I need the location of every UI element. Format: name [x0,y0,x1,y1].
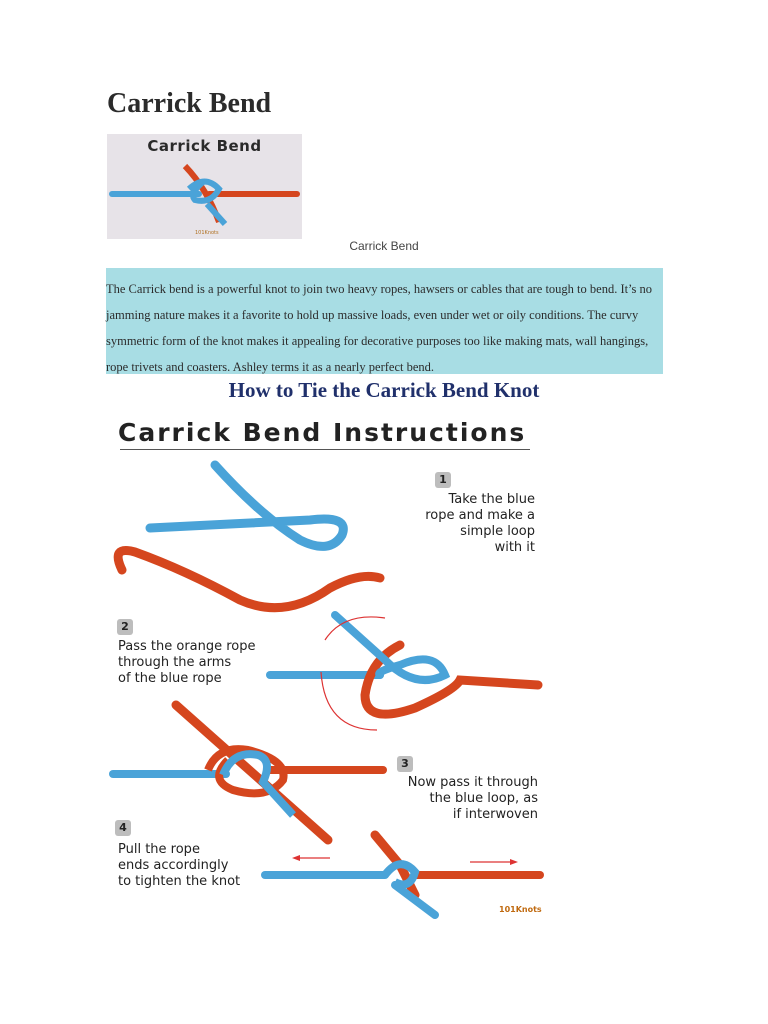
description-box [106,268,663,374]
step-2-line: Pass the orange rope [118,639,256,654]
step-2-badge: 2 [117,619,133,635]
image-caption: Carrick Bend [349,239,419,253]
step-3-text [358,775,538,823]
thumbnail-title: Carrick Bend [147,137,262,155]
step-2-line: of the blue rope [118,671,222,686]
brand-logo: 101Knots [499,905,542,914]
thumbnail-knot-illustration [107,134,302,239]
title-underline [120,449,530,450]
step-4-line: to tighten the knot [118,874,241,889]
step-1-line: simple loop [460,524,535,539]
step-1-illustration [110,460,410,620]
description-text: The Carrick bend is a powerful knot to join two heavy ropes, hawsers or cables that are tough to bend. It’s no jamming nature makes it a favorite to hold up massive loads, even under wet or oily conditions. The curvy symmetric form of the knot makes it appealing for decorative purposes too like making mats, wall hangings, rope trivets and coasters. Ashley terms it as a nearly perfect bend. [106,282,653,374]
instructions-illustration [100,410,550,930]
step4-arrowhead-right [510,859,518,865]
step-3-line: the blue loop, as [429,791,538,806]
step-1-line: with it [494,540,535,555]
step-1-line: rope and make a [425,508,535,523]
step-4-line: ends accordingly [118,858,229,873]
step-2-line: through the arms [118,655,232,670]
step-4-line: Pull the rope [118,842,200,857]
thumbnail-brand: 101Knots [195,230,219,236]
step-1-text [380,492,535,556]
step1-blue-rope [150,465,343,546]
page-title: Carrick Bend [107,88,272,119]
instructions-title: Carrick Bend Instructions [118,418,527,447]
step-4-badge: 4 [115,820,131,836]
how-to-heading: How to Tie the Carrick Bend Knot [228,378,540,402]
step-3-line: Now pass it through [407,775,538,790]
carrick-bend-thumbnail [107,134,302,239]
step4-arrowhead-left [292,855,300,861]
step-3-line: if interwoven [452,807,538,822]
step-1-line: Take the blue [448,492,535,507]
step-1-badge: 1 [435,472,451,488]
step-3-badge: 3 [397,756,413,772]
